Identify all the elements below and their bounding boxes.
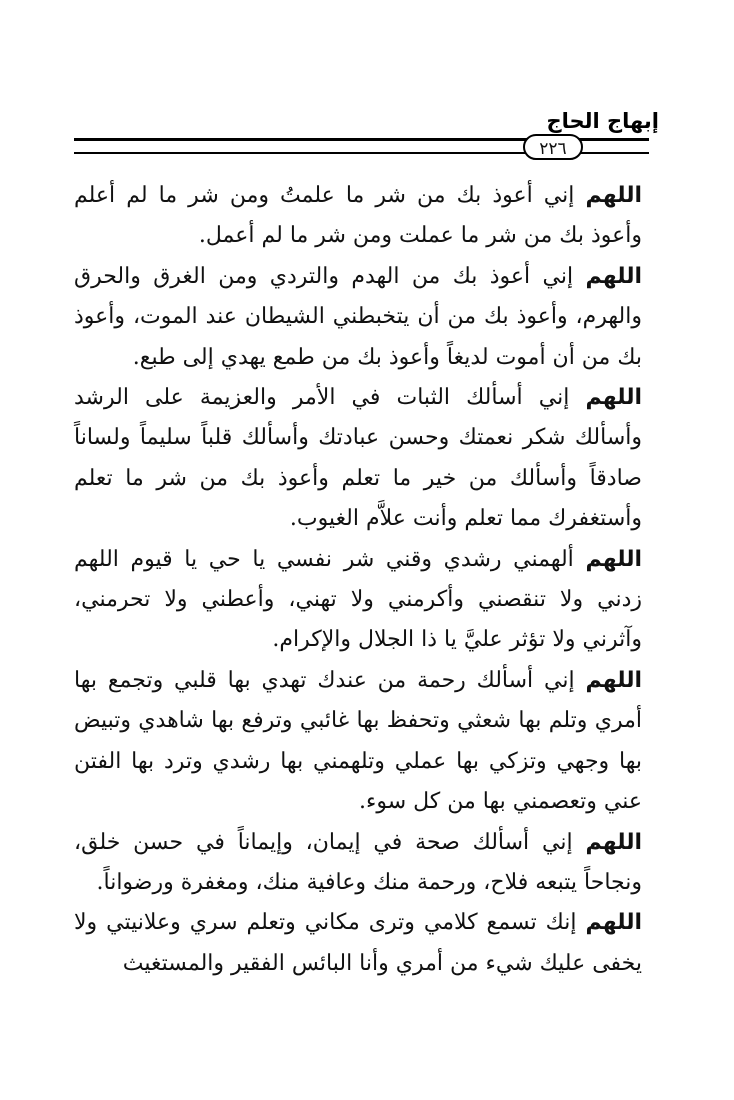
running-header-title: إبهاج الحاج: [546, 109, 659, 133]
dua-text: إنك تسمع كلامي وترى مكاني وتعلم سري وعلانيتي ولا يخفى عليك شيء من أمري وأنا البائس الفقير والمستغيث: [74, 910, 642, 976]
page-number: ٢٢٦: [523, 134, 583, 160]
dua-lead-word: اللهم: [585, 829, 642, 855]
dua-text: ألهمني رشدي وقني شر نفسي يا حي يا قيوم اللهم زدني ولا تنقصني وأكرمني ولا تهني، وأعطني ولا تحرمني، وآثرني ولا تؤثر عليَّ يا ذا الجلال والإكرام.: [74, 546, 642, 653]
dua-lead-word: اللهم: [585, 183, 642, 208]
dua-paragraph: [74, 823, 642, 904]
dua-paragraph: [74, 903, 642, 984]
dua-lead-word: اللهم: [585, 385, 642, 411]
page-body: [74, 176, 642, 984]
dua-text: إني أسألك رحمة من عندك تهدي بها قلبي وتجمع بها أمري وتلم بها شعثي وتحفظ بها غائبي وترفع بها شاهدي وتبيض بها وجهي وتزكي بها عملي وتلهمني بها رشدي وترد بها الفتن عني وتعصمني بها من كل سوء.: [74, 667, 642, 815]
dua-text: إني أعوذ بك من شر ما علمتُ ومن شر ما لم أعلم وأعوذ بك من شر ما عملت ومن شر ما لم أعمل.: [74, 183, 642, 249]
dua-text: إني أسألك صحة في إيمان، وإيماناً في حسن خلق، ونجاحاً يتبعه فلاح، ورحمة منك وعافية منك، ومغفرة ورضواناً.: [74, 829, 642, 895]
dua-paragraph: [74, 378, 642, 540]
dua-lead-word: اللهم: [585, 910, 642, 936]
dua-text: إني أسألك الثبات في الأمر والعزيمة على الرشد وأسألك شكر نعمتك وحسن عبادتك وأسألك قلباً سليماً ولساناً صادقاً وأسألك من خير ما تعلم وأعوذ بك من شر ما تعلم وأستغفرك مما تعلم وأنت علاَّم الغيوب.: [74, 385, 642, 532]
dua-text: إني أعوذ بك من الهدم والتردي ومن الغرق والحرق والهرم، وأعوذ بك من أن يتخبطني الشيطان عند الموت، وأعوذ بك من أن أموت لديغاً وأعوذ بك من طمع يهدي إلى طبع.: [74, 263, 642, 370]
dua-lead-word: اللهم: [585, 667, 642, 693]
dua-lead-word: اللهم: [585, 263, 642, 289]
dua-paragraph: [74, 661, 642, 823]
dua-paragraph: [74, 540, 642, 661]
dua-lead-word: اللهم: [585, 546, 642, 572]
dua-paragraph: [74, 257, 642, 378]
dua-paragraph: [74, 176, 642, 257]
